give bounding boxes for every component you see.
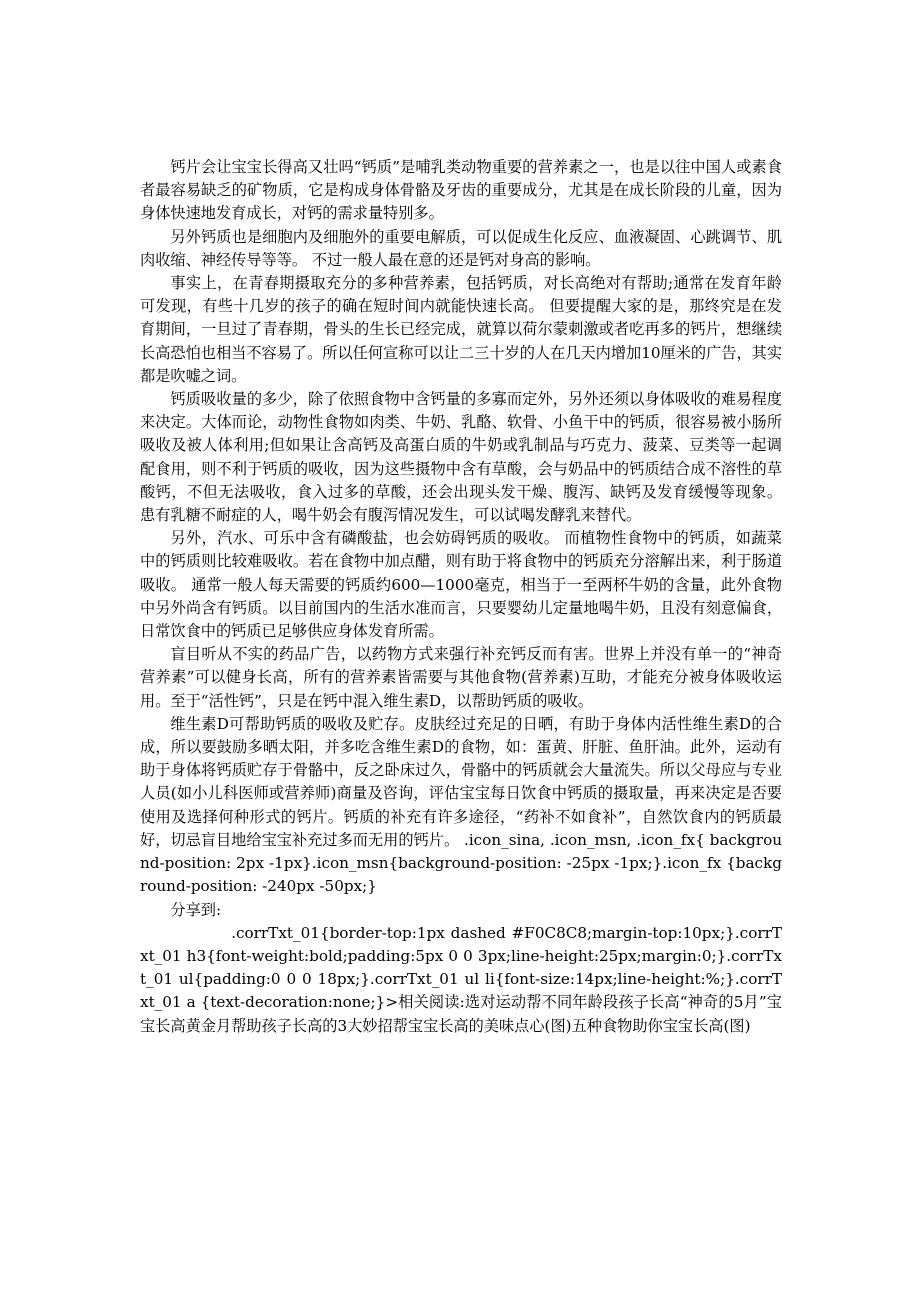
paragraph-soda-vegetables: 另外，汽水、可乐中含有磷酸盐，也会妨碍钙质的吸收。 而植物性食物中的钙质，如蔬菜中的钙质则比较难吸收。若在食物中加点醋，则有助于将食物中的钙质充分溶解出来，利于肠道吸收。 通常一般人每天需要的钙质约600—1000毫克，相当于一至两杯牛奶的含量，此外食物中另外尚含有钙质。以目前国内的生活水准而言，只要婴幼儿定量地喝牛奶，且没有刻意偏食，日常饮食中的钙质已足够供应身体发育所需。 bbox=[140, 529, 782, 641]
paragraph-calcium-intro: 钙片会让宝宝长得高又壮吗“钙质”是哺乳类动物重要的营养素之一，也是以往中国人或素食者最容易缺乏的矿物质，它是构成身体骨骼及牙齿的重要成分，尤其是在成长阶段的儿童，因为身体快速地发育成长，对钙的需求量特别多。 bbox=[140, 158, 782, 223]
paragraph-vitamin-d: 维生素D可帮助钙质的吸收及贮存。皮肤经过充足的日晒，有助于身体内活性维生素D的合成，所以要鼓励多晒太阳，并多吃含维生素D的食物，如：蛋黄、肝脏、鱼肝油。此外，运动有助于身体将钙质贮存于骨骼中，反之卧床过久，骨骼中的钙质就会大量流失。所以父母应与专业人员(如小儿科医师或营养师)商量及咨询，评估宝宝每日饮食中钙质的摄取量，再来决定是否要使用及选择何种形式的钙片。钙质的补充有许多途径，“药补不如食补”，自然饮食内的钙质最好，切忌盲目地给宝宝补充过多而无用的钙片。 .icon_sina, .icon_msn, .icon_fx{ background-position: 2px -1px}.icon_msn{background-position: -25px -1px;}.icon_fx {background-position: -240px -50px;} bbox=[140, 714, 782, 896]
paragraph-puberty: 事实上，在青春期摄取充分的多种营养素，包括钙质，对长高绝对有帮助;通常在发育年龄可发现，有些十几岁的孩子的确在短时间内就能快速长高。 但要提醒大家的是，那终究是在发育期间，一旦过了青春期，骨头的生长已经完成，就算以荷尔蒙刺激或者吃再多的钙片，想继续长高恐怕也相当不容易了。所以任何宣称可以让二三十岁的人在几天内增加10厘米的广告，其实都是吹嘘之词。 bbox=[140, 274, 783, 385]
related-reading-fragment: .corrTxt_01{border-top:1px dashed #F0C8C8;margin-top:10px;}.corrTxt_01 h3{font-weight:bold;padding:5px 0 0 3px;line-height:25px;margin:0;}.corrTxt_01 ul{padding:0 0 0 18px;}.corrTxt_01 ul li{font-size:14px;line-height:%;}.corrTxt_01 a {text-decoration:none;}>相关阅读:选对运动帮不同年龄段孩子长高“神奇的5月”宝宝长高黄金月帮助孩子长高的3大妙招帮宝宝长高的美味点心(图)五种食物助你宝宝长高(图) bbox=[140, 923, 782, 1035]
paragraph-electrolyte: 另外钙质也是细胞内及细胞外的重要电解质，可以促成生化反应、血液凝固、心跳调节、肌肉收缩、神经传导等等。 不过一般人最在意的还是钙对身高的影响。 bbox=[140, 227, 782, 269]
article-body bbox=[140, 156, 782, 1038]
share-label: 分享到: bbox=[170, 900, 222, 919]
paragraph-advertising: 盲目听从不实的药品广告，以药物方式来强行补充钙反而有害。世界上并没有单一的“神奇营养素”可以健身长高，所有的营养素皆需要与其他食物(营养素)互助，才能充分被身体吸收运用。至于“活性钙”，只是在钙中混入维生素D，以帮助钙质的吸收。 bbox=[140, 645, 782, 710]
paragraph-absorption: 钙质吸收量的多少，除了依照食物中含钙量的多寡而定外，另外还须以身体吸收的难易程度来决定。大体而论，动物性食物如肉类、牛奶、乳酪、软骨、小鱼干中的钙质，很容易被小肠所吸收及被人体利用;但如果让含高钙及高蛋白质的牛奶或乳制品与巧克力、菠菜、豆类等一起调配食用，则不利于钙质的吸收，因为这些摄物中含有草酸，会与奶品中的钙质结合成不溶性的草酸钙，不但无法吸收，食入过多的草酸，还会出现头发干燥、腹泻、缺钙及发育缓慢等现象。 患有乳糖不耐症的人，喝牛奶会有腹泻情况发生，可以试喝发酵乳来替代。 bbox=[140, 390, 782, 525]
